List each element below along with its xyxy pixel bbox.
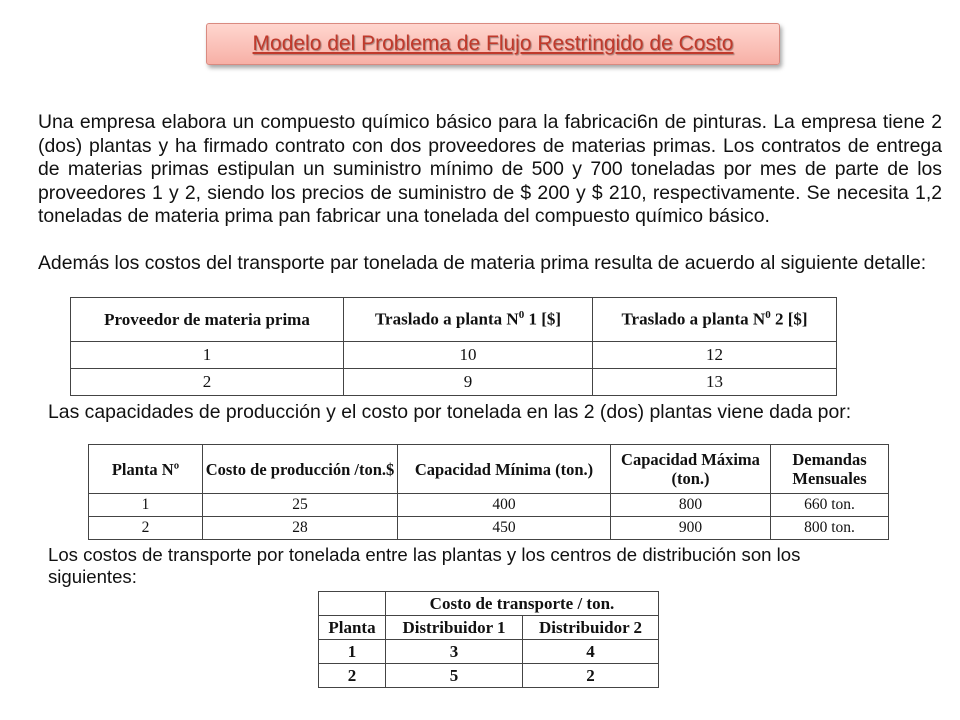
table-cell: 3 bbox=[386, 640, 523, 664]
column-header: Costo de producción /ton.$ bbox=[203, 445, 398, 494]
table-header-row bbox=[89, 445, 889, 494]
table-cell: 900 bbox=[611, 517, 771, 540]
page-title: Modelo del Problema de Flujo Restringido de Costo bbox=[252, 32, 734, 55]
table-row bbox=[319, 640, 659, 664]
table-cell: 5 bbox=[386, 664, 523, 688]
table-header-row bbox=[71, 298, 837, 342]
distribution-cost-table bbox=[318, 591, 659, 688]
column-header: Proveedor de materia prima bbox=[71, 298, 344, 342]
table-cell: 2 bbox=[71, 369, 344, 396]
column-header: Planta Nº bbox=[89, 445, 203, 494]
transport-paragraph: Además los costos del transporte par tonelada de materia prima resulta de acuerdo al siguiente detalle: bbox=[38, 252, 927, 274]
table-cell: 1 bbox=[319, 640, 386, 664]
table-cell: 800 ton. bbox=[771, 517, 889, 540]
table-header-row bbox=[319, 592, 659, 616]
column-header: Demandas Mensuales bbox=[771, 445, 889, 494]
table-cell: 10 bbox=[344, 342, 593, 369]
table-row bbox=[89, 494, 889, 517]
column-header: Planta bbox=[319, 616, 386, 640]
column-header: Capacidad Mínima (ton.) bbox=[398, 445, 611, 494]
column-header: Capacidad Máxima (ton.) bbox=[611, 445, 771, 494]
table-cell: 28 bbox=[203, 517, 398, 540]
table-row bbox=[319, 664, 659, 688]
column-header: Traslado a planta $N^0$ 1 [$] bbox=[344, 298, 593, 342]
table-header-row bbox=[319, 616, 659, 640]
table-cell: 1 bbox=[89, 494, 203, 517]
title-banner bbox=[206, 23, 780, 65]
table-cell: 2 bbox=[89, 517, 203, 540]
distribution-paragraph: Los costos de transporte por tonelada entre las plantas y los centros de distribución son los siguientes: bbox=[48, 544, 801, 587]
table-cell: 660 ton. bbox=[771, 494, 889, 517]
table-cell: 2 bbox=[319, 664, 386, 688]
table-cell: 12 bbox=[593, 342, 837, 369]
table-cell: 400 bbox=[398, 494, 611, 517]
table-cell: 13 bbox=[593, 369, 837, 396]
table-row bbox=[71, 369, 837, 396]
table-cell: 2 bbox=[523, 664, 659, 688]
column-header: Distribuidor 1 bbox=[386, 616, 523, 640]
capacities-paragraph: Las capacidades de producción y el costo por tonelada en las 2 (dos) plantas viene dada por: bbox=[48, 401, 852, 423]
column-header: Distribuidor 2 bbox=[523, 616, 659, 640]
table-cell: 450 bbox=[398, 517, 611, 540]
column-header: Traslado a planta $N^0$ 2 [$] bbox=[593, 298, 837, 342]
plant-capacity-table bbox=[88, 444, 889, 540]
table-row bbox=[71, 342, 837, 369]
table-cell: 25 bbox=[203, 494, 398, 517]
table-cell: 4 bbox=[523, 640, 659, 664]
column-header bbox=[319, 592, 386, 616]
table-cell: 800 bbox=[611, 494, 771, 517]
intro-paragraph: Una empresa elabora un compuesto químico básico para la fabricaci6n de pinturas. La empresa tiene 2 (dos) plantas y ha firmado contrato con dos proveedores de materias primas. Los contratos de entrega de materias primas estipulan un suministro mínimo de 500 y 700 toneladas por mes de parte de los proveedores 1 y 2, siendo los precios de suministro de $ 200 y $ 210, respectivamente. Se necesita 1,2 toneladas de materia prima pan fabricar una tonelada del compuesto químico básico. bbox=[38, 111, 942, 227]
table-cell: 1 bbox=[71, 342, 344, 369]
table-row bbox=[89, 517, 889, 540]
table-cell: 9 bbox=[344, 369, 593, 396]
supplier-transport-table bbox=[70, 297, 837, 396]
group-header: Costo de transporte / ton. bbox=[386, 592, 659, 616]
